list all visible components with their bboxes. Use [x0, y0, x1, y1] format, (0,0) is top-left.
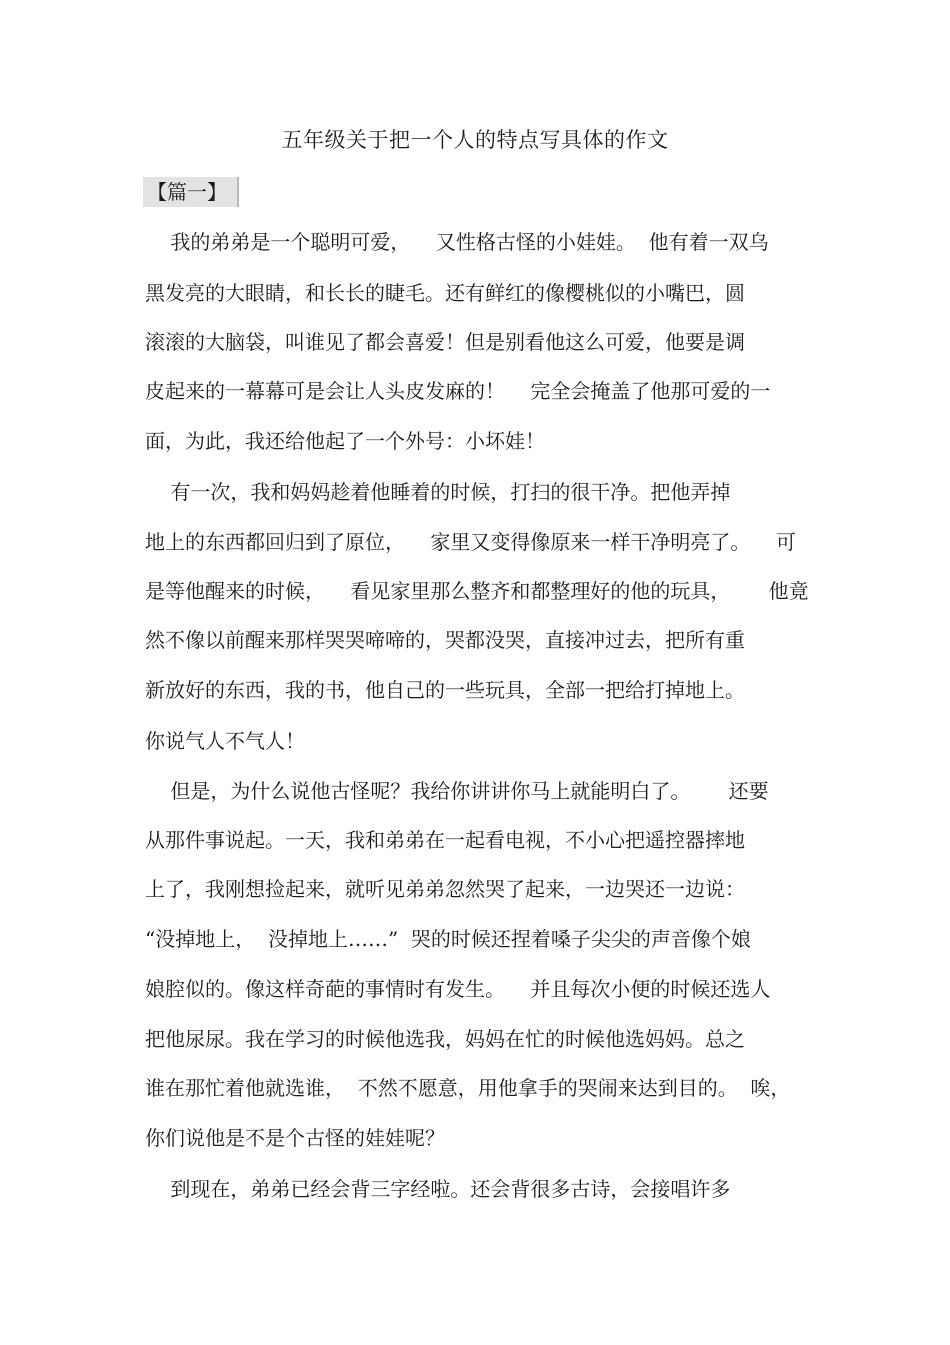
text-line: 有一次，我和妈妈趁着他睡着的时候，打扫的很干净。把他弄掉: [145, 480, 731, 504]
text-line: 上了，我刚想捡起来，就听见弟弟忽然哭了起来，一边哭还一边说：: [145, 877, 745, 901]
text-line: 把他尿尿。我在学习的时候他选我，妈妈在忙的时候他选妈妈。总之: [145, 1027, 745, 1051]
text-line: 我的弟弟是一个聪明可爱， 又性格古怪的小娃娃。 他有着一双乌: [145, 230, 769, 254]
text-line: 你说气人不气人！: [145, 729, 305, 753]
text-line: 娘腔似的。像这样奇葩的事情时有发生。 并且每次小便的时候还选人: [145, 977, 771, 1001]
text-line: 皮起来的一幕幕可是会让人头皮发麻的！ 完全会掩盖了他那可爱的一: [145, 379, 771, 403]
text-line: 到现在，弟弟已经会背三字经啦。还会背很多古诗，会接唱许多: [145, 1177, 731, 1201]
text-line: 黑发亮的大眼睛，和长长的睫毛。还有鲜红的像樱桃似的小嘴巴，圆: [145, 281, 745, 305]
text-line: 但是，为什么说他古怪呢？我给你讲讲你马上就能明白了。 还要: [145, 779, 769, 803]
text-line: 地上的东西都回归到了原位， 家里又变得像原来一样干净明亮了。 可: [145, 530, 796, 554]
text-line: 你们说他是不是个古怪的娃娃呢？: [145, 1126, 445, 1150]
text-line: 然不像以前醒来那样哭哭啼啼的，哭都没哭，直接冲过去，把所有重: [145, 628, 745, 652]
text-line: 面，为此，我还给他起了一个外号：小坏娃！: [145, 429, 545, 453]
text-line: 新放好的东西，我的书，他自己的一些玩具，全部一把给打掉地上。: [145, 678, 745, 702]
text-line: 谁在那忙着他就选谁， 不然不愿意，用他拿手的哭闹来达到目的。 唉，: [145, 1076, 791, 1100]
text-line: 是等他醒来的时候， 看见家里那么整齐和都整理好的他的玩具， 他竟: [145, 579, 809, 603]
text-line: 滚滚的大脑袋，叫谁见了都会喜爱！但是别看他这么可爱，他要是调: [145, 330, 745, 354]
text-line: 从那件事说起。一天，我和弟弟在一起看电视，不小心把遥控器摔地: [145, 828, 745, 852]
section-label: 【篇一】: [143, 177, 239, 207]
essay-title: 五年级关于把一个人的特点写具体的作文: [281, 128, 669, 152]
text-line: “没掉地上， 没掉地上……” 哭的时候还捏着嗓子尖尖的声音像个娘: [145, 927, 751, 951]
